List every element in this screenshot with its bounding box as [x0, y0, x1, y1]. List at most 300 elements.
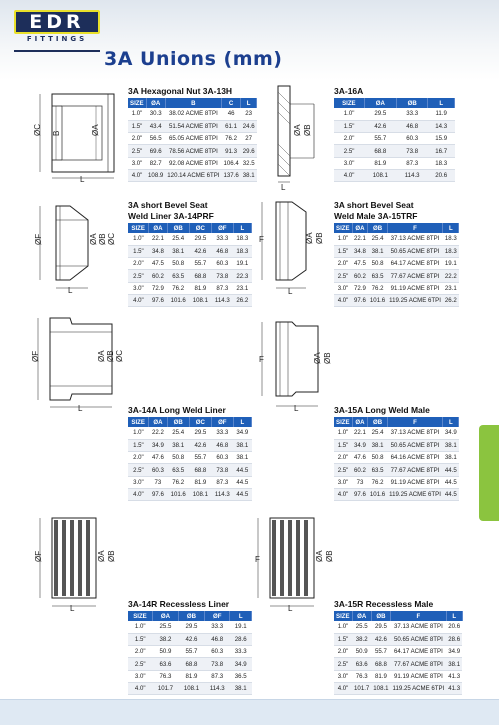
table-cell: 37.13 ACME 8TPI — [387, 427, 443, 439]
spec-table — [334, 417, 459, 501]
table-cell: 47.6 — [352, 452, 368, 464]
column-header: F — [387, 417, 443, 427]
table-cell: 68.8 — [189, 464, 211, 476]
drawing-3a-15r — [250, 512, 340, 612]
table-cell: 50.65 ACME 8TPI — [387, 439, 443, 451]
table-cell: 78.56 ACME 8TPI — [165, 145, 221, 157]
table-row — [128, 476, 252, 488]
column-header: SIZE — [128, 417, 149, 427]
table-cell: 44.5 — [443, 464, 459, 476]
table-cell: 34.8 — [149, 245, 167, 257]
table-row — [128, 294, 252, 306]
table-cell: 50.9 — [152, 646, 178, 658]
table-cell: 1.5" — [334, 633, 352, 645]
table-row — [334, 108, 455, 120]
table-cell: 42.6 — [178, 633, 204, 645]
column-header: ØA — [352, 223, 368, 233]
table-cell: 91.3 — [221, 145, 240, 157]
table-cell: 3.0" — [334, 670, 352, 682]
table-cell: 63.5 — [167, 270, 189, 282]
column-header: SIZE — [334, 223, 352, 233]
table-cell: 87.3 — [211, 476, 233, 488]
table-cell: 1.5" — [334, 439, 352, 451]
table-cell: 34.9 — [446, 646, 462, 658]
table-cell: 20.6 — [446, 621, 462, 633]
table-cell: 69.6 — [146, 145, 165, 157]
table-cell: 42.6 — [364, 120, 396, 132]
table-cell: 14.3 — [428, 120, 455, 132]
table-cell: 3.0" — [334, 476, 352, 488]
table-cell: 87.3 — [396, 157, 427, 169]
table-cell: 73.8 — [205, 658, 230, 670]
table-cell: 28.6 — [446, 633, 462, 645]
table-cell: 1.0" — [334, 427, 352, 439]
header-rule — [14, 50, 100, 52]
table-row — [128, 120, 257, 132]
table-cell: 68.8 — [189, 270, 211, 282]
dim-f: F — [259, 235, 264, 244]
table-cell: 47.5 — [352, 258, 368, 270]
table-cell: 38.1 — [443, 452, 459, 464]
table-cell: 101.6 — [368, 488, 387, 500]
table-cell: 37.13 ACME 8TPI — [387, 233, 443, 245]
table-cell: 55.7 — [364, 133, 396, 145]
table-row — [334, 133, 455, 145]
column-header: ØB — [396, 98, 427, 108]
table-row — [334, 169, 455, 181]
table-cell: 38.1 — [233, 439, 251, 451]
table-cell: 41.3 — [446, 682, 462, 694]
table-cell: 34.9 — [233, 427, 251, 439]
table-cell: 87.3 — [205, 670, 230, 682]
table-cell: 119.25 ACME 6TPI — [387, 488, 443, 500]
table-cell: 60.3 — [205, 646, 230, 658]
table-cell: 76.2 — [167, 476, 189, 488]
table-cell: 34.9 — [352, 439, 368, 451]
table-cell: 38.1 — [368, 439, 387, 451]
table-row — [334, 427, 459, 439]
table-cell: 38.02 ACME 8TPI — [165, 108, 221, 120]
dim-ob: ØB — [303, 124, 312, 136]
table-cell: 77.67 ACME 8TPI — [391, 658, 447, 670]
table-cell: 23.1 — [443, 282, 459, 294]
table-row — [128, 621, 252, 633]
table-cell: 50.8 — [368, 452, 387, 464]
section-title: 3A-14R Recessless Liner — [128, 599, 230, 609]
dim-b: B — [52, 130, 61, 136]
table-row — [128, 464, 252, 476]
table-cell: 114.3 — [205, 682, 230, 694]
table-cell: 4.0" — [128, 294, 149, 306]
table-cell: 1.0" — [128, 233, 149, 245]
table-cell: 2.5" — [334, 464, 352, 476]
table-cell: 18.3 — [443, 245, 459, 257]
table-row — [128, 646, 252, 658]
table-cell: 3.0" — [334, 157, 364, 169]
table-cell: 26.2 — [443, 294, 459, 306]
table-cell: 36.5 — [230, 670, 252, 682]
table-cell: 2.5" — [128, 145, 146, 157]
table-cell: 1.0" — [334, 108, 364, 120]
table-cell: 1.5" — [128, 633, 152, 645]
column-header: ØF — [205, 611, 230, 621]
column-header: ØF — [211, 223, 233, 233]
table-cell: 68.8 — [364, 145, 396, 157]
table-cell: 4.0" — [128, 169, 146, 181]
table-cell: 60.3 — [149, 464, 167, 476]
table-cell: 55.7 — [189, 452, 211, 464]
table-cell: 24.6 — [241, 120, 257, 132]
table-cell: 38.1 — [230, 682, 252, 694]
table-row — [334, 294, 459, 306]
table-cell: 76.3 — [352, 670, 371, 682]
table-row — [334, 646, 462, 658]
table-header-row — [334, 611, 462, 621]
table-cell: 64.17 ACME 8TPI — [387, 258, 443, 270]
table-cell: 38.1 — [446, 658, 462, 670]
table-row — [334, 120, 455, 132]
drawing-3a-16a — [264, 84, 328, 192]
table-cell: 114.3 — [396, 169, 427, 181]
table-row — [128, 145, 257, 157]
table-cell: 72.9 — [352, 282, 368, 294]
table-cell: 25.4 — [368, 427, 387, 439]
table-cell: 50.65 ACME 8TPI — [387, 245, 443, 257]
dim-oa: ØA — [97, 350, 106, 362]
table-cell: 30.3 — [146, 108, 165, 120]
table-cell: 60.3 — [211, 258, 233, 270]
section-title: 3A-15R Recessless Male — [334, 599, 434, 609]
column-header: L — [233, 417, 251, 427]
dim-oa: ØA — [97, 550, 106, 562]
table-cell: 18.3 — [443, 233, 459, 245]
page-title: 3A Unions (mm) — [104, 48, 283, 70]
table-row — [128, 258, 252, 270]
section-title: Weld Male 3A-15TRF — [334, 211, 418, 221]
section-title: Weld Liner 3A-14PRF — [128, 211, 214, 221]
table-row — [334, 658, 462, 670]
table-cell: 29.5 — [189, 233, 211, 245]
table-cell: 81.9 — [178, 670, 204, 682]
table-cell: 108.1 — [189, 294, 211, 306]
table-cell: 4.0" — [334, 169, 364, 181]
table-row — [334, 282, 459, 294]
table-cell: 101.6 — [167, 488, 189, 500]
table-row — [334, 633, 462, 645]
table-cell: 120.14 ACME 6TPI — [165, 169, 221, 181]
column-header: F — [391, 611, 447, 621]
column-header: ØB — [167, 223, 189, 233]
table-cell: 108.1 — [178, 682, 204, 694]
table-cell: 38.2 — [152, 633, 178, 645]
dim-of: ØF — [34, 550, 43, 562]
table-cell: 22.2 — [149, 427, 167, 439]
drawing-3a-14prf — [30, 200, 120, 295]
table-row — [334, 488, 459, 500]
spec-table — [334, 223, 459, 307]
table-cell: 46 — [221, 108, 240, 120]
table-cell: 50.65 ACME 8TPI — [391, 633, 447, 645]
table-cell: 1.0" — [128, 427, 149, 439]
table-cell: 47.5 — [149, 258, 167, 270]
table-cell: 1.0" — [334, 621, 352, 633]
column-header: ØB — [371, 611, 390, 621]
table-cell: 2.0" — [334, 646, 352, 658]
table-cell: 76.2 — [221, 133, 240, 145]
table-cell: 34.9 — [443, 427, 459, 439]
table-cell: 97.6 — [352, 488, 368, 500]
dim-oc: ØC — [107, 233, 116, 245]
section-title: 3A-16A — [334, 86, 364, 96]
table-cell: 82.7 — [146, 157, 165, 169]
section-3a-14r — [128, 599, 252, 695]
table-header-row — [128, 611, 252, 621]
table-cell: 25.5 — [352, 621, 371, 633]
table-cell: 114.3 — [211, 488, 233, 500]
table-cell: 44.5 — [443, 488, 459, 500]
table-cell: 77.67 ACME 8TPI — [387, 464, 443, 476]
table-cell: 2.5" — [128, 658, 152, 670]
table-row — [334, 621, 462, 633]
dim-f: F — [259, 355, 264, 364]
table-cell: 2.0" — [334, 452, 352, 464]
dim-ob: ØB — [98, 233, 107, 245]
table-cell: 81.9 — [364, 157, 396, 169]
table-cell: 1.0" — [334, 233, 352, 245]
section-3a-16a — [334, 86, 455, 182]
column-header: B — [165, 98, 221, 108]
table-cell: 114.3 — [211, 294, 233, 306]
table-row — [334, 439, 459, 451]
table-cell: 2.0" — [128, 646, 152, 658]
table-cell: 18.3 — [428, 157, 455, 169]
table-header-row — [334, 98, 455, 108]
table-cell: 46.8 — [211, 439, 233, 451]
brand-logo — [14, 10, 100, 46]
table-cell: 25.4 — [167, 427, 189, 439]
table-cell: 68.8 — [178, 658, 204, 670]
table-cell: 19.1 — [233, 258, 251, 270]
table-cell: 101.6 — [167, 294, 189, 306]
table-cell: 29.5 — [178, 621, 204, 633]
table-cell: 38.1 — [443, 439, 459, 451]
table-cell: 63.5 — [167, 464, 189, 476]
column-header: ØC — [189, 223, 211, 233]
dim-l: L — [281, 183, 286, 192]
table-row — [128, 245, 252, 257]
table-cell: 81.9 — [371, 670, 390, 682]
column-header: ØA — [364, 98, 396, 108]
table-cell: 38.1 — [368, 245, 387, 257]
table-cell: 2.5" — [334, 658, 352, 670]
dim-of: ØF — [34, 233, 43, 245]
table-row — [128, 439, 252, 451]
table-cell: 20.6 — [428, 169, 455, 181]
table-row — [334, 270, 459, 282]
side-tab — [479, 425, 499, 521]
table-cell: 3.0" — [128, 476, 149, 488]
table-cell: 55.7 — [178, 646, 204, 658]
column-header: SIZE — [334, 611, 352, 621]
table-cell: 73 — [149, 476, 167, 488]
table-cell: 76.3 — [152, 670, 178, 682]
table-cell: 1.0" — [128, 621, 152, 633]
table-cell: 22.1 — [352, 233, 368, 245]
table-cell: 4.0" — [334, 682, 352, 694]
table-cell: 1.5" — [128, 120, 146, 132]
table-cell: 1.5" — [128, 245, 149, 257]
table-cell: 73 — [352, 476, 368, 488]
column-header: ØF — [211, 417, 233, 427]
table-cell: 38.2 — [352, 633, 371, 645]
table-cell: 1.0" — [128, 108, 146, 120]
column-header: SIZE — [128, 223, 149, 233]
dim-l: L — [288, 287, 293, 296]
section-3a-13h — [128, 86, 255, 182]
table-row — [334, 157, 455, 169]
table-cell: 1.5" — [334, 245, 352, 257]
table-header-row — [128, 223, 252, 233]
table-cell: 108.1 — [371, 682, 390, 694]
spec-table — [128, 223, 252, 307]
section-title: 3A-15A Long Weld Male — [334, 405, 430, 415]
dim-of: ØF — [31, 350, 40, 362]
table-cell: 51.54 ACME 8TPI — [165, 120, 221, 132]
table-cell: 77.67 ACME 8TPI — [387, 270, 443, 282]
column-header: ØA — [352, 417, 368, 427]
table-cell: 60.2 — [352, 270, 368, 282]
table-cell: 2.0" — [334, 133, 364, 145]
table-cell: 50.8 — [368, 258, 387, 270]
table-row — [128, 633, 252, 645]
table-cell: 72.9 — [149, 282, 167, 294]
table-row — [128, 108, 257, 120]
dim-ob: ØB — [315, 232, 324, 244]
table-row — [128, 157, 257, 169]
table-cell: 73.8 — [211, 464, 233, 476]
column-header: ØA — [149, 417, 167, 427]
column-header: ØB — [368, 223, 387, 233]
section-3a-15r — [334, 599, 461, 695]
drawing-3a-15trf — [256, 196, 328, 296]
table-cell: 34.9 — [230, 658, 252, 670]
table-cell: 28.6 — [230, 633, 252, 645]
table-cell: 97.6 — [352, 294, 368, 306]
column-header: ØA — [149, 223, 167, 233]
table-cell: 23 — [241, 108, 257, 120]
table-row — [334, 452, 459, 464]
table-cell: 73.8 — [211, 270, 233, 282]
table-row — [334, 476, 459, 488]
page-footer — [0, 699, 499, 725]
table-cell: 63.5 — [368, 270, 387, 282]
column-header: ØB — [167, 417, 189, 427]
table-cell: 76.2 — [368, 282, 387, 294]
table-cell: 29.5 — [371, 621, 390, 633]
table-cell: 43.4 — [146, 120, 165, 132]
table-cell: 32.5 — [241, 157, 257, 169]
table-cell: 22.1 — [149, 233, 167, 245]
table-row — [128, 270, 252, 282]
spec-table — [128, 417, 252, 501]
table-cell: 4.0" — [128, 488, 149, 500]
dim-ob: ØB — [107, 550, 116, 562]
section-title: 3A short Bevel Seat — [334, 200, 414, 210]
table-row — [334, 233, 459, 245]
table-cell: 33.3 — [211, 427, 233, 439]
table-cell: 50.9 — [352, 646, 371, 658]
dim-oa: ØA — [305, 232, 314, 244]
dim-l: L — [80, 175, 85, 183]
table-row — [334, 258, 459, 270]
table-row — [334, 145, 455, 157]
table-cell: 11.9 — [428, 108, 455, 120]
table-cell: 2.0" — [128, 133, 146, 145]
table-cell: 108.9 — [146, 169, 165, 181]
table-cell: 60.3 — [396, 133, 427, 145]
table-cell: 119.25 ACME 6TPI — [391, 682, 447, 694]
table-cell: 76.2 — [167, 282, 189, 294]
table-cell: 22.2 — [443, 270, 459, 282]
table-cell: 119.25 ACME 6TPI — [387, 294, 443, 306]
table-cell: 64.16 ACME 8TPI — [387, 452, 443, 464]
table-cell: 2.0" — [128, 258, 149, 270]
table-row — [334, 670, 462, 682]
table-cell: 61.1 — [221, 120, 240, 132]
column-header: ØB — [368, 417, 387, 427]
spec-table — [334, 611, 463, 695]
table-row — [334, 245, 459, 257]
dim-oa: ØA — [91, 124, 100, 136]
table-cell: 22.3 — [233, 270, 251, 282]
column-header: ØA — [146, 98, 165, 108]
table-row — [128, 658, 252, 670]
section-3a-15a — [334, 405, 457, 501]
table-row — [128, 233, 252, 245]
table-cell: 81.9 — [189, 282, 211, 294]
table-cell: 19.1 — [443, 258, 459, 270]
table-cell: 33.3 — [230, 646, 252, 658]
table-cell: 29.5 — [364, 108, 396, 120]
column-header: C — [221, 98, 240, 108]
table-cell: 42.6 — [189, 245, 211, 257]
table-cell: 60.2 — [149, 270, 167, 282]
table-cell: 44.5 — [233, 464, 251, 476]
section-title: 3A-14A Long Weld Liner — [128, 405, 226, 415]
table-cell: 91.19 ACME 8TPI — [387, 476, 443, 488]
table-cell: 64.17 ACME 8TPI — [391, 646, 447, 658]
table-cell: 38.1 — [241, 169, 257, 181]
table-cell: 2.5" — [334, 270, 352, 282]
table-cell: 101.7 — [152, 682, 178, 694]
drawing-3a-15a — [256, 312, 336, 412]
spec-table — [334, 98, 455, 182]
table-cell: 34.9 — [149, 439, 167, 451]
table-cell: 4.0" — [128, 682, 152, 694]
dim-ob: ØB — [325, 550, 334, 562]
dim-ob: ØB — [323, 352, 332, 364]
column-header: ØC — [189, 417, 211, 427]
table-row — [334, 464, 459, 476]
column-header: SIZE — [128, 611, 152, 621]
table-cell: 44.5 — [443, 476, 459, 488]
table-cell: 42.6 — [371, 633, 390, 645]
table-cell: 3.0" — [128, 282, 149, 294]
section-title: 3A short Bevel Seat — [128, 200, 208, 210]
table-cell: 34.8 — [352, 245, 368, 257]
table-cell: 33.3 — [211, 233, 233, 245]
table-header-row — [128, 98, 257, 108]
